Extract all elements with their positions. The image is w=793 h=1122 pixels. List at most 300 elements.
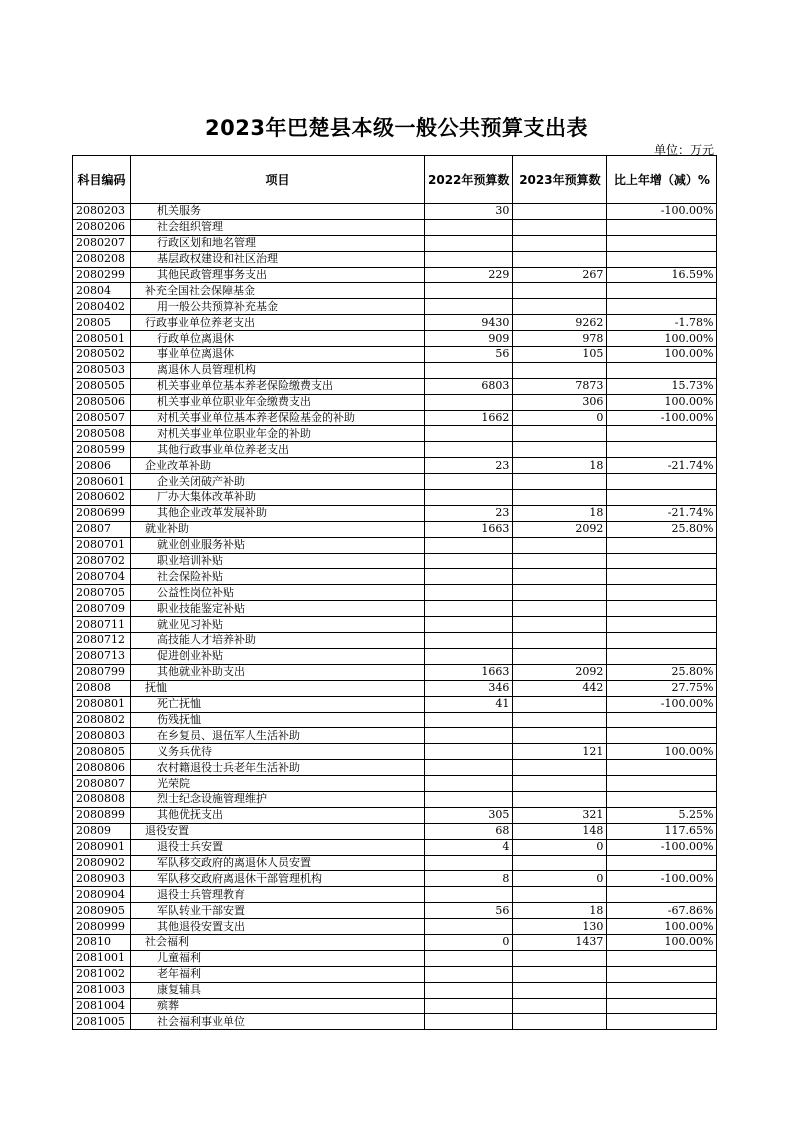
table-row (73, 871, 717, 887)
change-percent-cell: 117.65% (607, 823, 717, 839)
budget-2023-cell (513, 204, 607, 220)
item-name-cell: 殡葬 (131, 998, 425, 1014)
budget-2023-cell (513, 362, 607, 378)
budget-2022-cell: 346 (425, 680, 513, 696)
budget-2023-cell (513, 648, 607, 664)
budget-2022-cell (425, 950, 513, 966)
budget-2023-cell: 18 (513, 458, 607, 474)
change-percent-cell: -100.00% (607, 410, 717, 426)
table-row (73, 219, 717, 235)
table-row (73, 776, 717, 792)
code-cell: 2080503 (73, 362, 131, 378)
budget-2023-cell (513, 426, 607, 442)
change-percent-cell: 100.00% (607, 934, 717, 950)
budget-2022-cell (425, 966, 513, 982)
budget-2022-cell (425, 887, 513, 903)
table-row (73, 521, 717, 537)
budget-2022-cell (425, 855, 513, 871)
change-percent-cell: 25.80% (607, 664, 717, 680)
code-cell: 2080602 (73, 490, 131, 506)
code-cell: 2080902 (73, 855, 131, 871)
code-cell: 2080203 (73, 204, 131, 220)
budget-2023-cell: 121 (513, 744, 607, 760)
budget-2022-cell: 30 (425, 204, 513, 220)
table-row (73, 887, 717, 903)
budget-2022-cell (425, 251, 513, 267)
budget-2023-cell (513, 219, 607, 235)
header-2023-budget: 2023年预算数 (513, 156, 607, 204)
budget-2023-cell (513, 998, 607, 1014)
budget-2023-cell: 267 (513, 267, 607, 283)
item-name-cell: 企业改革补助 (131, 458, 425, 474)
change-percent-cell (607, 490, 717, 506)
change-percent-cell: 16.59% (607, 267, 717, 283)
budget-2023-cell (513, 442, 607, 458)
table-row (73, 744, 717, 760)
table-row (73, 362, 717, 378)
code-cell: 2080905 (73, 903, 131, 919)
change-percent-cell (607, 966, 717, 982)
table-body (73, 204, 717, 1030)
table-row (73, 1014, 717, 1030)
item-name-cell: 其他企业改革发展补助 (131, 505, 425, 521)
table-row (73, 315, 717, 331)
item-name-cell: 职业技能鉴定补贴 (131, 601, 425, 617)
code-cell: 2080808 (73, 791, 131, 807)
change-percent-cell: -100.00% (607, 871, 717, 887)
change-percent-cell: 27.75% (607, 680, 717, 696)
item-name-cell: 老年福利 (131, 966, 425, 982)
change-percent-cell (607, 426, 717, 442)
table-row (73, 760, 717, 776)
item-name-cell: 职业培训补贴 (131, 553, 425, 569)
code-cell: 2080711 (73, 617, 131, 633)
table-row (73, 934, 717, 950)
budget-2023-cell: 321 (513, 807, 607, 823)
budget-2023-cell (513, 982, 607, 998)
budget-2022-cell (425, 633, 513, 649)
budget-2023-cell (513, 1014, 607, 1030)
table-row (73, 553, 717, 569)
budget-2023-cell: 0 (513, 410, 607, 426)
code-cell: 2080805 (73, 744, 131, 760)
item-name-cell: 其他民政管理事务支出 (131, 267, 425, 283)
budget-2023-cell: 148 (513, 823, 607, 839)
table-row (73, 267, 717, 283)
change-percent-cell (607, 760, 717, 776)
code-cell: 2080806 (73, 760, 131, 776)
item-name-cell: 烈士纪念设施管理维护 (131, 791, 425, 807)
header-item: 项目 (131, 156, 425, 204)
budget-2023-cell (513, 601, 607, 617)
item-name-cell: 企业关闭破产补助 (131, 474, 425, 490)
table-row (73, 426, 717, 442)
table-row (73, 617, 717, 633)
budget-2023-cell (513, 490, 607, 506)
code-cell: 2080799 (73, 664, 131, 680)
code-cell: 2080899 (73, 807, 131, 823)
change-percent-cell (607, 855, 717, 871)
change-percent-cell: 100.00% (607, 394, 717, 410)
table-row (73, 807, 717, 823)
item-name-cell: 死亡抚恤 (131, 696, 425, 712)
change-percent-cell (607, 633, 717, 649)
budget-2023-cell: 306 (513, 394, 607, 410)
budget-2022-cell (425, 744, 513, 760)
table-row (73, 394, 717, 410)
code-cell: 2080702 (73, 553, 131, 569)
change-percent-cell (607, 474, 717, 490)
budget-2022-cell (425, 394, 513, 410)
budget-2023-cell (513, 776, 607, 792)
budget-2022-cell: 56 (425, 903, 513, 919)
table-row (73, 569, 717, 585)
budget-2023-cell: 2092 (513, 664, 607, 680)
change-percent-cell (607, 283, 717, 299)
budget-2022-cell: 6803 (425, 378, 513, 394)
budget-2022-cell (425, 601, 513, 617)
item-name-cell: 社会福利 (131, 934, 425, 950)
budget-2022-cell (425, 553, 513, 569)
table-row (73, 664, 717, 680)
table-header-row (73, 156, 717, 204)
budget-2022-cell (425, 791, 513, 807)
budget-2023-cell (513, 537, 607, 553)
item-name-cell: 补充全国社会保障基金 (131, 283, 425, 299)
budget-2022-cell: 229 (425, 267, 513, 283)
code-cell: 2080704 (73, 569, 131, 585)
table-row (73, 680, 717, 696)
budget-2022-cell (425, 728, 513, 744)
table-row (73, 982, 717, 998)
budget-table (72, 155, 717, 1030)
budget-2023-cell: 442 (513, 680, 607, 696)
change-percent-cell (607, 998, 717, 1014)
budget-2023-cell (513, 696, 607, 712)
change-percent-cell (607, 982, 717, 998)
budget-2022-cell: 23 (425, 505, 513, 521)
table-row (73, 998, 717, 1014)
item-name-cell: 对机关事业单位基本养老保险基金的补助 (131, 410, 425, 426)
item-name-cell: 机关服务 (131, 204, 425, 220)
change-percent-cell: -1.78% (607, 315, 717, 331)
item-name-cell: 促进创业补贴 (131, 648, 425, 664)
item-name-cell: 退役士兵管理教育 (131, 887, 425, 903)
change-percent-cell (607, 791, 717, 807)
budget-2022-cell (425, 299, 513, 315)
item-name-cell: 光荣院 (131, 776, 425, 792)
code-cell: 2080208 (73, 251, 131, 267)
code-cell: 2081003 (73, 982, 131, 998)
budget-2023-cell (513, 235, 607, 251)
budget-2022-cell: 41 (425, 696, 513, 712)
code-cell: 2080701 (73, 537, 131, 553)
code-cell: 20807 (73, 521, 131, 537)
change-percent-cell (607, 251, 717, 267)
change-percent-cell (607, 776, 717, 792)
change-percent-cell (607, 585, 717, 601)
item-name-cell: 机关事业单位基本养老保险缴费支出 (131, 378, 425, 394)
table-row (73, 728, 717, 744)
change-percent-cell: 100.00% (607, 744, 717, 760)
budget-2022-cell (425, 235, 513, 251)
item-name-cell: 义务兵优待 (131, 744, 425, 760)
table-row (73, 378, 717, 394)
change-percent-cell: -100.00% (607, 696, 717, 712)
code-cell: 2081005 (73, 1014, 131, 1030)
code-cell: 20808 (73, 680, 131, 696)
budget-2023-cell (513, 283, 607, 299)
item-name-cell: 抚恤 (131, 680, 425, 696)
table-row (73, 696, 717, 712)
code-cell: 20806 (73, 458, 131, 474)
code-cell: 2080501 (73, 331, 131, 347)
code-cell: 2080506 (73, 394, 131, 410)
table-row (73, 903, 717, 919)
change-percent-cell (607, 950, 717, 966)
change-percent-cell: 5.25% (607, 807, 717, 823)
table-row (73, 823, 717, 839)
change-percent-cell (607, 553, 717, 569)
budget-2023-cell (513, 855, 607, 871)
budget-2023-cell: 2092 (513, 521, 607, 537)
change-percent-cell: -21.74% (607, 458, 717, 474)
change-percent-cell (607, 648, 717, 664)
budget-2022-cell (425, 998, 513, 1014)
budget-2023-cell (513, 585, 607, 601)
item-name-cell: 对机关事业单位职业年金的补助 (131, 426, 425, 442)
table-row (73, 950, 717, 966)
code-cell: 2080599 (73, 442, 131, 458)
budget-2023-cell (513, 251, 607, 267)
unit-label: 单位：万元 (653, 143, 714, 157)
budget-2023-cell: 18 (513, 903, 607, 919)
table-row (73, 966, 717, 982)
table-row (73, 490, 717, 506)
change-percent-cell: -100.00% (607, 204, 717, 220)
item-name-cell: 退役安置 (131, 823, 425, 839)
code-cell: 2081004 (73, 998, 131, 1014)
item-name-cell: 其他退役安置支出 (131, 919, 425, 935)
item-name-cell: 事业单位离退休 (131, 347, 425, 363)
item-name-cell: 离退休人员管理机构 (131, 362, 425, 378)
change-percent-cell: 15.73% (607, 378, 717, 394)
budget-2023-cell (513, 474, 607, 490)
budget-2023-cell (513, 791, 607, 807)
change-percent-cell (607, 362, 717, 378)
table-row (73, 648, 717, 664)
change-percent-cell (607, 1014, 717, 1030)
code-cell: 2080699 (73, 505, 131, 521)
table-row (73, 251, 717, 267)
change-percent-cell (607, 712, 717, 728)
budget-2022-cell (425, 919, 513, 935)
budget-2022-cell: 23 (425, 458, 513, 474)
budget-2022-cell: 1663 (425, 521, 513, 537)
change-percent-cell (607, 219, 717, 235)
budget-2023-cell (513, 950, 607, 966)
code-cell: 2080901 (73, 839, 131, 855)
header-code: 科目编码 (73, 156, 131, 204)
item-name-cell: 伤残抚恤 (131, 712, 425, 728)
item-name-cell: 行政事业单位养老支出 (131, 315, 425, 331)
page-title: 2023年巴楚县本级一般公共预算支出表 (205, 116, 588, 140)
table-row (73, 458, 717, 474)
table-row (73, 204, 717, 220)
budget-2023-cell (513, 728, 607, 744)
change-percent-cell: 25.80% (607, 521, 717, 537)
budget-2022-cell (425, 426, 513, 442)
change-percent-cell: -21.74% (607, 505, 717, 521)
budget-2022-cell: 9430 (425, 315, 513, 331)
item-name-cell: 用一般公共预算补充基金 (131, 299, 425, 315)
item-name-cell: 其他就业补助支出 (131, 664, 425, 680)
item-name-cell: 机关事业单位职业年金缴费支出 (131, 394, 425, 410)
budget-2022-cell: 1662 (425, 410, 513, 426)
table-row (73, 919, 717, 935)
item-name-cell: 厂办大集体改革补助 (131, 490, 425, 506)
table-row (73, 855, 717, 871)
budget-2022-cell: 68 (425, 823, 513, 839)
header-change-percent: 比上年增（减）% (607, 156, 717, 204)
table-row (73, 347, 717, 363)
budget-2022-cell (425, 982, 513, 998)
item-name-cell: 基层政权建设和社区治理 (131, 251, 425, 267)
budget-2023-cell (513, 633, 607, 649)
budget-2022-cell (425, 537, 513, 553)
item-name-cell: 军队移交政府的离退休人员安置 (131, 855, 425, 871)
code-cell: 2081002 (73, 966, 131, 982)
change-percent-cell (607, 537, 717, 553)
budget-2023-cell: 105 (513, 347, 607, 363)
budget-2022-cell (425, 490, 513, 506)
budget-2023-cell (513, 887, 607, 903)
budget-2023-cell (513, 712, 607, 728)
table-row (73, 331, 717, 347)
budget-2022-cell: 4 (425, 839, 513, 855)
budget-2023-cell (513, 966, 607, 982)
item-name-cell: 退役士兵安置 (131, 839, 425, 855)
budget-2022-cell (425, 760, 513, 776)
change-percent-cell (607, 728, 717, 744)
change-percent-cell: -100.00% (607, 839, 717, 855)
budget-2023-cell: 9262 (513, 315, 607, 331)
code-cell: 2080705 (73, 585, 131, 601)
change-percent-cell (607, 617, 717, 633)
code-cell: 2080502 (73, 347, 131, 363)
code-cell: 2080803 (73, 728, 131, 744)
table-row (73, 410, 717, 426)
budget-2022-cell (425, 617, 513, 633)
table-row (73, 474, 717, 490)
table-row (73, 299, 717, 315)
budget-2022-cell (425, 776, 513, 792)
budget-2022-cell (425, 648, 513, 664)
code-cell: 20810 (73, 934, 131, 950)
header-2022-budget: 2022年预算数 (425, 156, 513, 204)
budget-2023-cell: 1437 (513, 934, 607, 950)
budget-2022-cell: 909 (425, 331, 513, 347)
code-cell: 2080505 (73, 378, 131, 394)
code-cell: 20809 (73, 823, 131, 839)
budget-2022-cell (425, 1014, 513, 1030)
budget-2023-cell (513, 569, 607, 585)
budget-2022-cell: 305 (425, 807, 513, 823)
item-name-cell: 行政单位离退休 (131, 331, 425, 347)
table-row (73, 442, 717, 458)
item-name-cell: 其他行政事业单位养老支出 (131, 442, 425, 458)
code-cell: 2080507 (73, 410, 131, 426)
budget-2022-cell (425, 585, 513, 601)
change-percent-cell: -67.86% (607, 903, 717, 919)
code-cell: 2080299 (73, 267, 131, 283)
code-cell: 2080801 (73, 696, 131, 712)
budget-2022-cell: 8 (425, 871, 513, 887)
budget-2023-cell (513, 553, 607, 569)
budget-2023-cell (513, 760, 607, 776)
code-cell: 2080807 (73, 776, 131, 792)
item-name-cell: 在乡复员、退伍军人生活补助 (131, 728, 425, 744)
code-cell: 2080712 (73, 633, 131, 649)
item-name-cell: 就业创业服务补贴 (131, 537, 425, 553)
item-name-cell: 就业见习补贴 (131, 617, 425, 633)
item-name-cell: 高技能人才培养补助 (131, 633, 425, 649)
table-row (73, 791, 717, 807)
budget-2022-cell: 56 (425, 347, 513, 363)
item-name-cell: 行政区划和地名管理 (131, 235, 425, 251)
budget-2023-cell: 0 (513, 871, 607, 887)
item-name-cell: 公益性岗位补贴 (131, 585, 425, 601)
table-row (73, 505, 717, 521)
code-cell: 20804 (73, 283, 131, 299)
budget-2023-cell: 7873 (513, 378, 607, 394)
change-percent-cell (607, 887, 717, 903)
code-cell: 2080903 (73, 871, 131, 887)
budget-2022-cell (425, 712, 513, 728)
table-row (73, 585, 717, 601)
change-percent-cell (607, 569, 717, 585)
table-row (73, 537, 717, 553)
code-cell: 2080508 (73, 426, 131, 442)
item-name-cell: 社会保险补贴 (131, 569, 425, 585)
code-cell: 2080402 (73, 299, 131, 315)
budget-2022-cell (425, 569, 513, 585)
budget-2023-cell: 130 (513, 919, 607, 935)
table-row (73, 601, 717, 617)
item-name-cell: 军队转业干部安置 (131, 903, 425, 919)
item-name-cell: 军队移交政府离退休干部管理机构 (131, 871, 425, 887)
code-cell: 2080601 (73, 474, 131, 490)
change-percent-cell: 100.00% (607, 347, 717, 363)
code-cell: 2080207 (73, 235, 131, 251)
change-percent-cell (607, 235, 717, 251)
code-cell: 2080206 (73, 219, 131, 235)
code-cell: 2081001 (73, 950, 131, 966)
budget-2022-cell (425, 283, 513, 299)
item-name-cell: 就业补助 (131, 521, 425, 537)
budget-2022-cell: 1663 (425, 664, 513, 680)
budget-2023-cell: 18 (513, 505, 607, 521)
change-percent-cell: 100.00% (607, 919, 717, 935)
change-percent-cell (607, 442, 717, 458)
item-name-cell: 社会福利事业单位 (131, 1014, 425, 1030)
item-name-cell: 儿童福利 (131, 950, 425, 966)
code-cell: 2080999 (73, 919, 131, 935)
table-row (73, 712, 717, 728)
budget-2022-cell (425, 442, 513, 458)
budget-2022-cell (425, 219, 513, 235)
item-name-cell: 农村籍退役士兵老年生活补助 (131, 760, 425, 776)
